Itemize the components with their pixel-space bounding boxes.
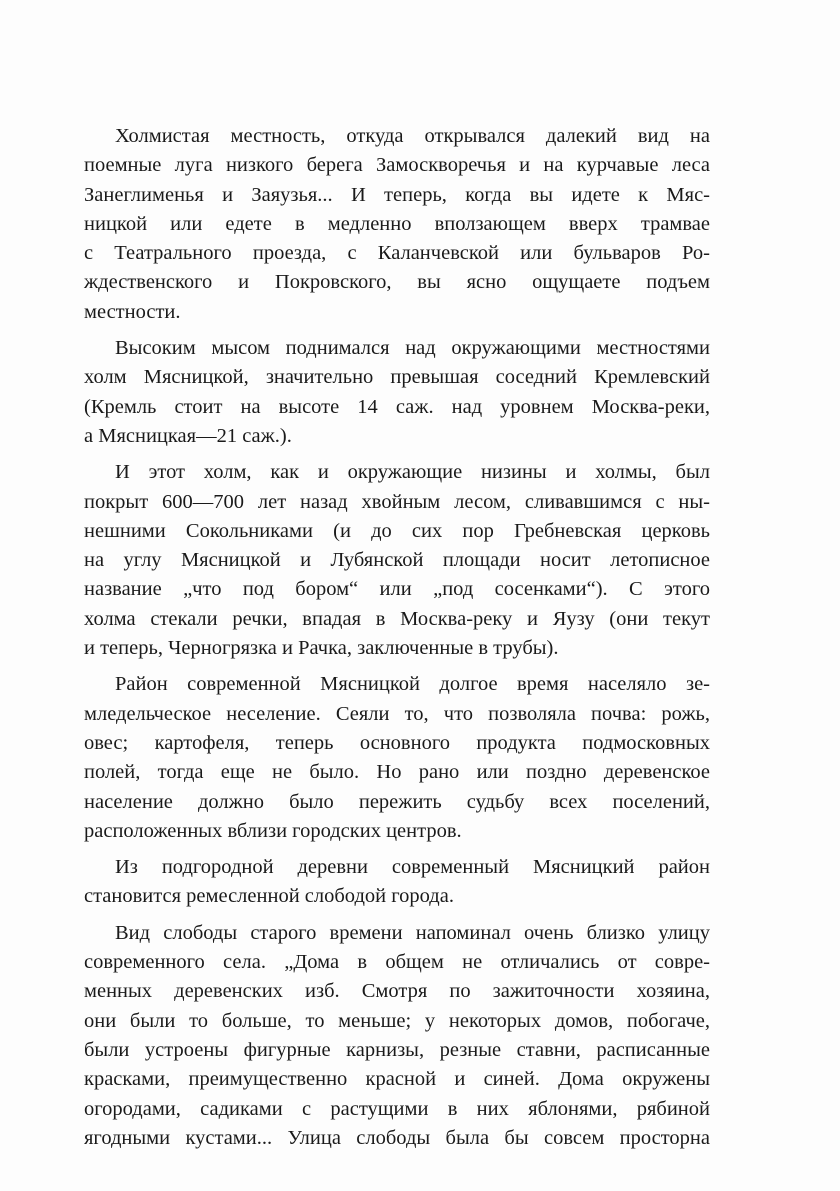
text-line: Район современной Мясницкой долгое время населяло зе- <box>115 673 710 696</box>
paragraph-1 <box>84 122 710 327</box>
text-line: местности. <box>84 300 181 323</box>
text-line: И этот холм, как и окружающие низины и холмы, был <box>115 461 710 484</box>
body-text <box>84 122 710 1160</box>
text-line: покрыт 600—700 лет назад хвойным лесом, сливавшимся с ны- <box>84 490 710 513</box>
text-line: менных деревенских изб. Смотря по зажиточности хозяина, <box>84 980 710 1003</box>
text-line: Занеглименья и Заяузья... И теперь, когда вы идете к Мяс- <box>84 183 710 206</box>
text-line: были устроены фигурные карнизы, резные ставни, расписанные <box>84 1038 710 1061</box>
text-line: Холмистая местность, откуда открывался далекий вид на <box>115 125 710 147</box>
text-line: холм Мясницкой, значительно превышая соседний Кремлевский <box>84 366 710 389</box>
text-line: огородами, садиками с растущими в них яблонями, рябиной <box>84 1097 710 1120</box>
text-line: мледельческое неселение. Сеяли то, что позволяла почва: рожь, <box>84 702 710 725</box>
paragraph-2 <box>84 334 710 451</box>
text-line: полей, тогда еще не было. Но рано или поздно деревенское <box>84 761 710 784</box>
text-line: (Кремль стоит на высоте 14 саж. над уровнем Москва-реки, <box>84 395 710 418</box>
text-line: современного села. „Дома в общем не отличались от совре- <box>84 951 710 974</box>
text-line: Из подгородной деревни современный Мясницкий район <box>115 856 710 879</box>
text-line: поемные луга низкого берега Замоскворечья и на курчавые леса <box>84 154 710 177</box>
paragraph-6 <box>84 919 710 1153</box>
paragraph-3 <box>84 458 710 663</box>
text-line: ждественского и Покровского, вы ясно ощущаете подъем <box>84 271 710 294</box>
text-line: ягодными кустами... Улица слободы была бы совсем просторна <box>84 1126 710 1149</box>
paragraph-5 <box>84 853 710 912</box>
text-line: на углу Мясницкой и Лубянской площади носит летописное <box>84 549 710 572</box>
text-line: расположенных вблизи городских центров. <box>84 819 462 842</box>
text-line: становится ремесленной слободой города. <box>84 885 454 908</box>
text-line: население должно было пережить судьбу всех поселений, <box>84 790 710 813</box>
text-line: красками, преимущественно красной и синей. Дома окружены <box>84 1068 710 1091</box>
text-line: название „что под бором“ или „под сосенками“). С этого <box>84 578 710 601</box>
text-line: овес; картофеля, теперь основного продукта подмосковных <box>84 731 710 754</box>
text-line: Высоким мысом поднимался над окружающими местностями <box>115 337 710 360</box>
text-line: и теперь, Черногрязка и Рачка, заключенные в трубы). <box>84 637 559 660</box>
text-line: ницкой или едете в медленно вползающем вверх трамвае <box>84 212 710 235</box>
text-line: Вид слободы старого времени напоминал очень близко улицу <box>115 921 710 944</box>
text-line: а Мясницкая—21 саж.). <box>84 424 292 447</box>
text-line: они были то больше, то меньше; у некоторых домов, побогаче, <box>84 1009 710 1032</box>
text-line: с Театрального проезда, с Каланчевской или бульваров Ро- <box>84 242 710 265</box>
text-line: нешними Сокольниками (и до сих пор Гребневская церковь <box>84 519 710 542</box>
paragraph-4 <box>84 670 710 846</box>
text-line: холма стекали речки, впадая в Москва-реку и Яузу (они текут <box>84 607 710 630</box>
